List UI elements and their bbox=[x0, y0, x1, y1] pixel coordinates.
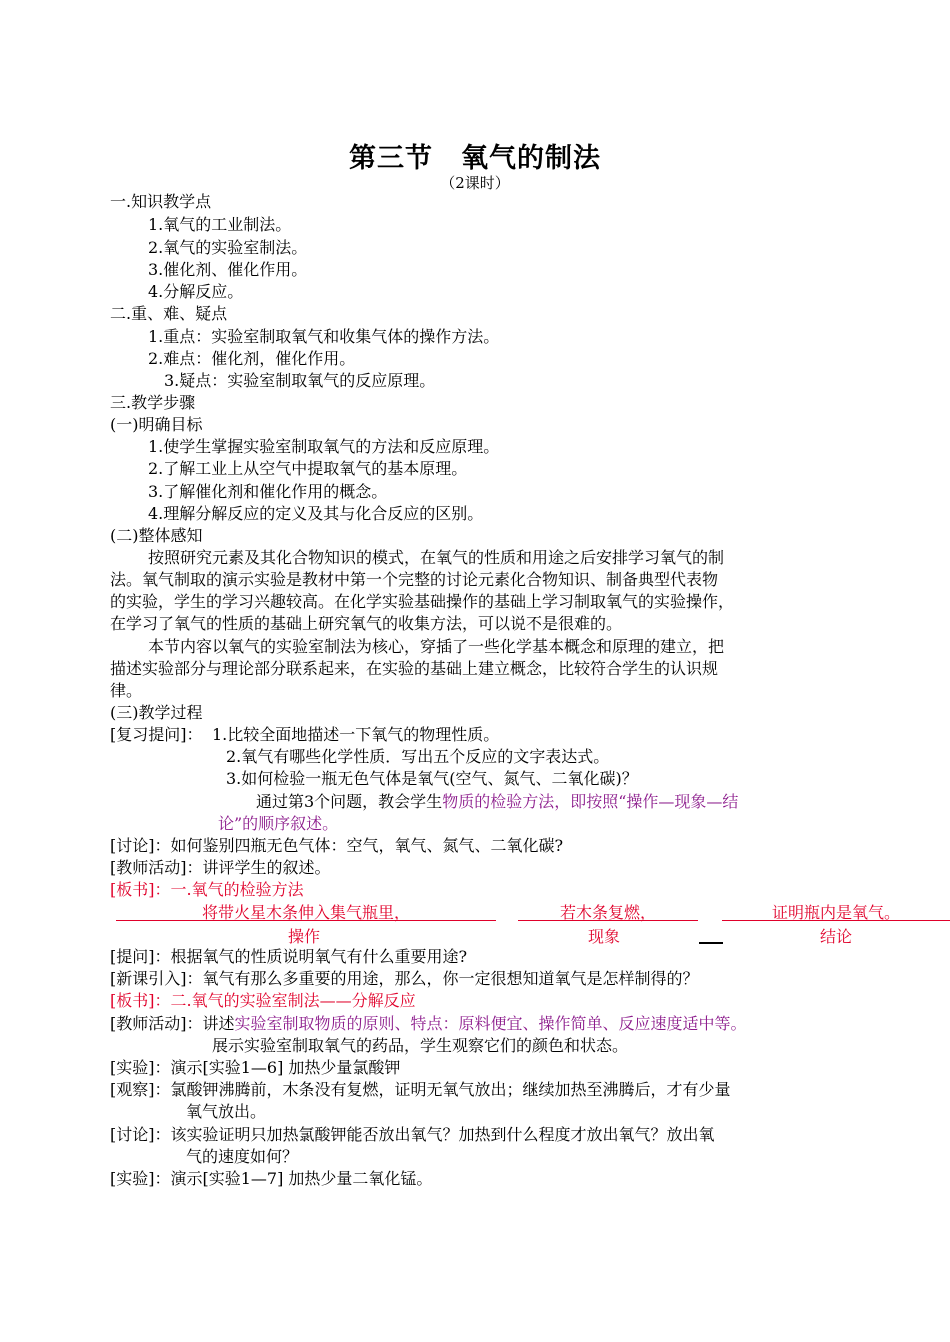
subsection-heading: (三)教学过程 bbox=[110, 703, 203, 722]
discussion-line: [讨论]：如何鉴别四瓶无色气体：空气，氧气、氮气、二氧化碳? bbox=[110, 836, 564, 855]
section-heading: 二.重、难、疑点 bbox=[110, 304, 228, 323]
paragraph-line bbox=[256, 791, 738, 813]
highlighted-text: 论”的顺序叙述。 bbox=[218, 814, 339, 833]
paragraph-line: 本节内容以氧气的实验室制法为核心，穿插了一些化学基本概念和原理的建立，把 bbox=[148, 637, 725, 656]
discussion-line: 气的速度如何？ bbox=[186, 1147, 299, 1166]
subsection-heading: (一)明确目标 bbox=[110, 415, 203, 434]
list-item: 1.氧气的工业制法。 bbox=[148, 215, 292, 234]
experiment-line: [实验]：演示[实验1—7] 加热少量二氧化锰。 bbox=[110, 1169, 433, 1188]
paragraph-line: 的实验，学生的学习兴趣较高。在化学实验基础操作的基础上学习制取氧气的实验操作， bbox=[110, 592, 735, 611]
page-title: 第三节 氧气的制法 bbox=[349, 143, 601, 174]
list-item: 2.氧气的实验室制法。 bbox=[148, 238, 308, 257]
highlighted-text: 实验室制取物质的原则、特点：原料便宜、操作简单、反应速度适中等。 bbox=[234, 1014, 747, 1033]
observation-line: [观察]：氯酸钾沸腾前，木条没有复燃，证明无氧气放出；继续加热至沸腾后，才有少量 bbox=[110, 1080, 731, 1099]
operation-label: 操作 bbox=[288, 927, 321, 946]
paragraph-line: 描述实验部分与理论部分联系起来，在实验的基础上建立概念，比较符合学生的认识规 bbox=[110, 659, 719, 678]
list-item: 1.使学生掌握实验室制取氧气的方法和反应原理。 bbox=[148, 437, 500, 456]
list-item: 4.分解反应。 bbox=[148, 282, 244, 301]
subsection-heading: (二)整体感知 bbox=[110, 526, 203, 545]
list-item: 4.理解分解反应的定义及其与化合反应的区别。 bbox=[148, 504, 484, 523]
intro-line: [新课引入]：氧气有那么多重要的用途，那么，你一定很想知道氧气是怎样制得的？ bbox=[110, 969, 699, 988]
page-subtitle: （2课时） bbox=[440, 174, 510, 192]
experiment-line: [实验]：演示[实验1—6] 加热少量氯酸钾 bbox=[110, 1058, 401, 1077]
conclusion-blank: 证明瓶内是氧气。 bbox=[722, 900, 950, 921]
list-item: 3.了解催化剂和催化作用的概念。 bbox=[148, 482, 388, 501]
paragraph-line: 在学习了氧气的性质的基础上研究氧气的收集方法，可以说不是很难的。 bbox=[110, 614, 623, 633]
list-item: 2.了解工业上从空气中提取氧气的基本原理。 bbox=[148, 459, 468, 478]
review-item: 2.氧气有哪些化学性质．写出五个反应的文字表达式。 bbox=[226, 747, 610, 766]
teacher-activity-line bbox=[110, 1013, 747, 1035]
plain-text: 通过第3个问题，教会学生 bbox=[256, 792, 443, 811]
list-item: 3.疑点：实验室制取氧气的反应原理。 bbox=[164, 371, 436, 390]
observation-line: 氧气放出。 bbox=[186, 1102, 267, 1121]
review-item: 1.比较全面地描述一下氧气的物理性质。 bbox=[212, 725, 500, 744]
paragraph-line: 法。氧气制取的演示实验是教材中第一个完整的讨论元素化合物知识、制备典型代表物 bbox=[110, 570, 719, 589]
list-item: 3.催化剂、催化作用。 bbox=[148, 260, 308, 279]
highlighted-text: 物质的检验方法，即按照“操作—现象—结 bbox=[442, 792, 739, 811]
operation-blank: 将带火星木条伸入集气瓶里， bbox=[116, 900, 496, 921]
section-heading: 一.知识教学点 bbox=[110, 192, 212, 211]
list-item: 2.难点：催化剂，催化作用。 bbox=[148, 349, 356, 368]
paragraph-line: 律。 bbox=[110, 681, 143, 700]
phenomenon-label: 现象 bbox=[588, 927, 621, 946]
teacher-activity-line: [教师活动]：讲评学生的叙述。 bbox=[110, 858, 331, 877]
board-heading: [板书]：二.氧气的实验室制法——分解反应 bbox=[110, 991, 416, 1010]
question-line: [提问]：根据氧气的性质说明氧气有什么重要用途? bbox=[110, 947, 468, 966]
fill-in-row bbox=[0, 900, 950, 922]
conclusion-label: 结论 bbox=[820, 927, 853, 946]
plain-text: [教师活动]：讲述 bbox=[110, 1014, 235, 1033]
board-heading: [板书]：一.氧气的检验方法 bbox=[110, 880, 304, 899]
paragraph-line: 按照研究元素及其化合物知识的模式，在氧气的性质和用途之后安排学习氧气的制 bbox=[148, 548, 725, 567]
teacher-activity-line: 展示实验室制取氧气的药品，学生观察它们的颜色和状态。 bbox=[212, 1036, 629, 1055]
review-label: [复习提问]： bbox=[110, 725, 203, 744]
review-item: 3.如何检验一瓶无色气体是氧气(空气、氮气、二氧化碳)？ bbox=[226, 769, 638, 788]
discussion-line: [讨论]：该实验证明只加热氯酸钾能否放出氧气？加热到什么程度才放出氧气？放出氧 bbox=[110, 1125, 715, 1144]
divider-line bbox=[699, 942, 723, 944]
phenomenon-blank: 若木条复燃， bbox=[518, 900, 698, 921]
list-item: 1.重点：实验室制取氧气和收集气体的操作方法。 bbox=[148, 327, 500, 346]
section-heading: 三.教学步骤 bbox=[110, 393, 196, 412]
